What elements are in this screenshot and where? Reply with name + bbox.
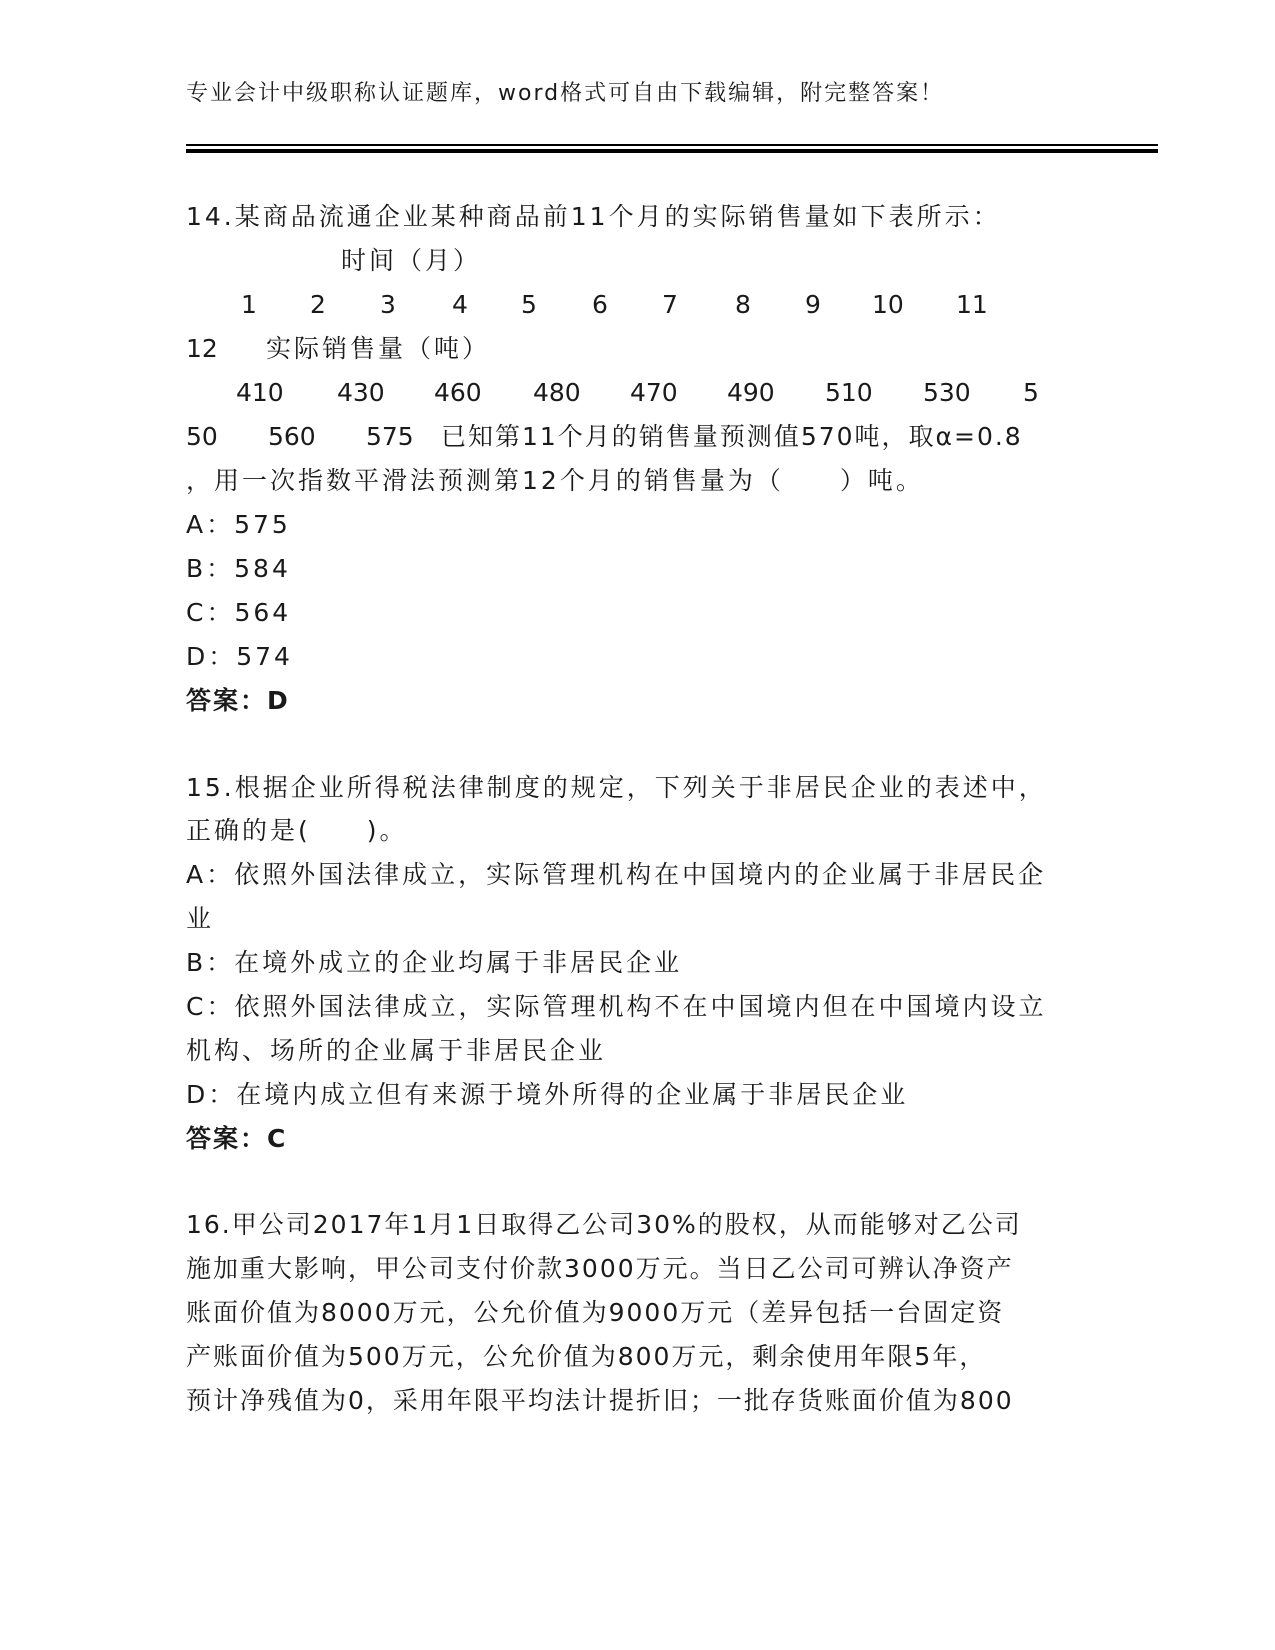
q15-option-b: B：在境外成立的企业均属于非居民企业: [186, 948, 683, 977]
header-divider-thick: [186, 149, 1158, 153]
q14-sales-value: 470: [630, 378, 678, 407]
q16-stem: 预计净残值为0，采用年限平均法计提折旧；一批存货账面价值为800: [186, 1386, 1014, 1415]
q14-month: 2: [310, 290, 326, 319]
q14-month: 4: [452, 290, 468, 319]
q15-option-d: D：在境内成立但有来源于境外所得的企业属于非居民企业: [186, 1080, 909, 1109]
q14-time-label: 时间（月）: [341, 246, 482, 275]
q14-option-c: C：564: [186, 598, 292, 627]
q15-stem: 正确的是( )。: [186, 816, 408, 845]
q16-stem: 产账面价值为500万元，公允价值为800万元，剩余使用年限5年，: [186, 1342, 987, 1371]
q14-sales-value: 5: [1023, 378, 1039, 407]
q16-stem: 16.甲公司2017年1月1日取得乙公司30%的股权，从而能够对乙公司: [186, 1210, 1022, 1239]
q16-stem: 账面价值为8000万元，公允价值为9000万元（差异包括一台固定资: [186, 1298, 1005, 1327]
q14-month: 6: [592, 290, 608, 319]
q14-sales-value: 410: [236, 378, 284, 407]
q15-option-a: A：依照外国法律成立，实际管理机构在中国境内的企业属于非居民企: [186, 860, 1047, 889]
q14-month: 8: [735, 290, 751, 319]
q14-month: 7: [662, 290, 678, 319]
q14-sales-value: 430: [337, 378, 385, 407]
q14-sales-value: 480: [533, 378, 581, 407]
q14-sales-value: 560: [268, 422, 316, 451]
q15-stem: 15.根据企业所得税法律制度的规定，下列关于非居民企业的表述中，: [186, 773, 1047, 802]
q15-option-c: 机构、场所的企业属于非居民企业: [186, 1036, 607, 1065]
q14-stem-continued: 已知第11个月的销售量预测值570吨，取α=0.8: [441, 422, 1023, 451]
q14-option-a: A：575: [186, 510, 291, 539]
q14-month: 10: [872, 290, 904, 319]
header-divider-thin: [186, 144, 1158, 146]
q15-option-a: 业: [186, 904, 215, 933]
q14-stem-continued: ，用一次指数平滑法预测第12个月的销售量为（ ）吨。: [186, 466, 924, 495]
q14-sales-value: 50: [186, 422, 218, 451]
q14-option-d: D：574: [186, 642, 293, 671]
page-header: 专业会计中级职称认证题库，word格式可自由下载编辑，附完整答案！: [186, 81, 945, 106]
q14-month: 5: [521, 290, 537, 319]
q14-sales-value: 575: [366, 422, 414, 451]
q15-answer: 答案：C: [186, 1124, 288, 1153]
q14-month: 11: [956, 290, 988, 319]
q16-stem: 施加重大影响，甲公司支付价款3000万元。当日乙公司可辨认净资产: [186, 1254, 1014, 1283]
q14-stem: 14.某商品流通企业某种商品前11个月的实际销售量如下表所示：: [186, 202, 1001, 231]
q14-option-b: B：584: [186, 554, 291, 583]
q14-month: 12: [186, 334, 218, 363]
q14-sales-value: 530: [923, 378, 971, 407]
q14-sales-value: 490: [727, 378, 775, 407]
q14-answer: 答案：D: [186, 686, 290, 715]
q14-month: 3: [380, 290, 396, 319]
q14-month: 1: [241, 290, 257, 319]
q14-month: 9: [805, 290, 821, 319]
q14-sales-value: 460: [434, 378, 482, 407]
q14-sales-value: 510: [825, 378, 873, 407]
q14-sales-label: 实际销售量（吨）: [266, 334, 491, 363]
q15-option-c: C：依照外国法律成立，实际管理机构不在中国境内但在中国境内设立: [186, 992, 1047, 1021]
